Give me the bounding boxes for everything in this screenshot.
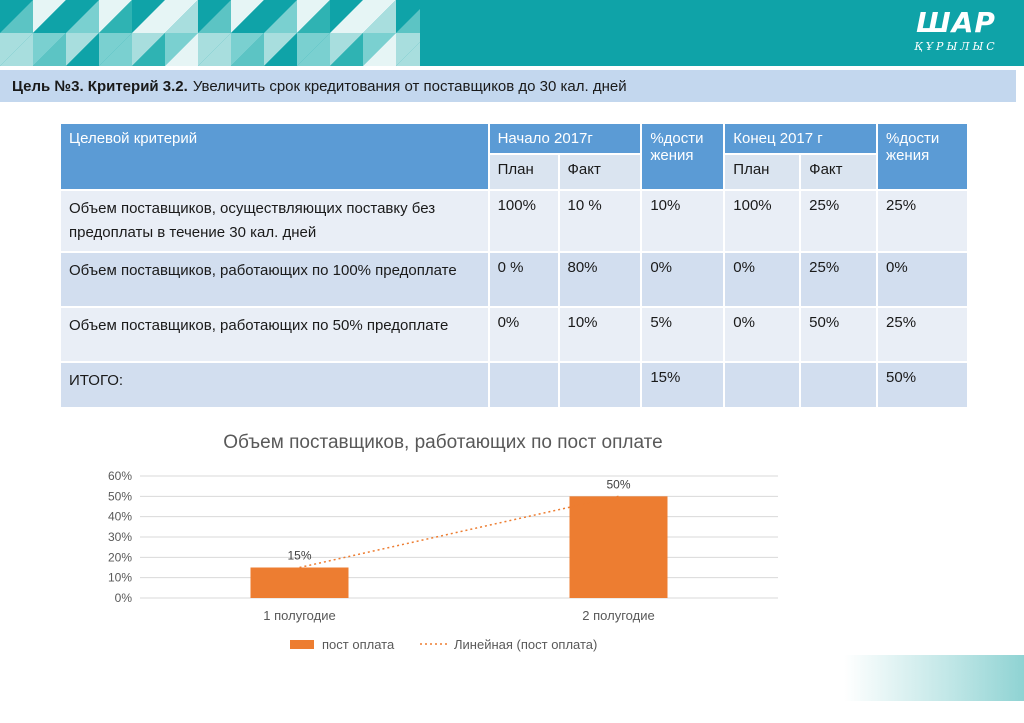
logo-subtitle: ҚҰРЫЛЫС <box>914 40 998 53</box>
cell-plan-end <box>724 362 800 408</box>
cell-pct-end: 0% <box>877 252 968 307</box>
cell-pct-start: 10% <box>641 190 724 252</box>
header-end-2017: Конец 2017 г <box>724 123 877 154</box>
slide-subtitle <box>0 70 1016 102</box>
cell-pct-end: 25% <box>877 307 968 362</box>
table-row <box>60 307 968 362</box>
cell-pct-start: 15% <box>641 362 724 408</box>
subheader-fact-1: Факт <box>559 154 642 190</box>
data-label: 50% <box>606 477 631 492</box>
header-criterion: Целевой критерий <box>60 123 489 190</box>
subheader-fact-2: Факт <box>800 154 877 190</box>
data-label: 15% <box>287 548 312 563</box>
logo-mark: ШАР <box>916 6 996 39</box>
cell-plan-start: 100% <box>489 190 559 252</box>
cell-fact-start: 10% <box>559 307 642 362</box>
cell-fact-end: 50% <box>800 307 877 362</box>
cell-plan-end: 0% <box>724 252 800 307</box>
criteria-table <box>59 122 969 409</box>
legend-swatch-series <box>290 640 314 649</box>
chart-title: Объем поставщиков, работающих по пост оплате <box>223 432 663 453</box>
cell-plan-start <box>489 362 559 408</box>
cell-fact-end: 25% <box>800 190 877 252</box>
table-row <box>60 190 968 252</box>
company-logo <box>896 6 1016 60</box>
table-row-total <box>60 362 968 408</box>
cell-pct-start: 0% <box>641 252 724 307</box>
subheader-plan-2: План <box>724 154 800 190</box>
top-banner <box>0 0 1024 66</box>
header-achievement-2: %дости жения <box>877 123 968 190</box>
x-tick-label: 1 полугодие <box>263 608 336 623</box>
cell-pct-end: 25% <box>877 190 968 252</box>
legend-label-series: пост оплата <box>322 637 395 652</box>
y-tick-label: 20% <box>107 550 132 565</box>
subtitle-text: Увеличить срок кредитования от поставщиков до 30 кал. дней <box>192 77 627 95</box>
cell-pct-start: 5% <box>641 307 724 362</box>
cell-fact-start <box>559 362 642 408</box>
bottom-decoration <box>844 655 1024 701</box>
y-tick-label: 30% <box>107 530 132 544</box>
bar <box>251 568 349 599</box>
triangle-pattern <box>0 0 420 66</box>
subtitle-bold: Цель №3. Критерий 3.2. <box>12 77 188 95</box>
cell-fact-start: 10 % <box>559 190 642 252</box>
legend-label-trendline: Линейная (пост оплата) <box>454 637 598 652</box>
row-label: Объем поставщиков, осуществляющих поставку без предоплаты в течение 30 кал. дней <box>60 190 489 252</box>
y-tick-label: 40% <box>107 509 132 524</box>
table-row <box>60 252 968 307</box>
y-tick-label: 10% <box>107 570 132 585</box>
cell-plan-end: 100% <box>724 190 800 252</box>
bar-chart <box>90 460 790 660</box>
header-start-2017: Начало 2017г <box>489 123 642 154</box>
row-label: ИТОГО: <box>60 362 489 408</box>
cell-plan-start: 0 % <box>489 252 559 307</box>
cell-plan-end: 0% <box>724 307 800 362</box>
cell-fact-end: 25% <box>800 252 877 307</box>
subheader-plan-1: План <box>489 154 559 190</box>
row-label: Объем поставщиков, работающих по 50% предоплате <box>60 307 489 362</box>
cell-fact-start: 80% <box>559 252 642 307</box>
y-tick-label: 50% <box>107 489 132 504</box>
x-tick-label: 2 полугодие <box>582 608 655 623</box>
header-achievement-1: %дости жения <box>641 123 724 190</box>
cell-pct-end: 50% <box>877 362 968 408</box>
row-label: Объем поставщиков, работающих по 100% предоплате <box>60 252 489 307</box>
y-tick-label: 60% <box>107 469 132 483</box>
bar <box>570 496 668 598</box>
cell-plan-start: 0% <box>489 307 559 362</box>
cell-fact-end <box>800 362 877 408</box>
y-tick-label: 0% <box>114 591 132 605</box>
